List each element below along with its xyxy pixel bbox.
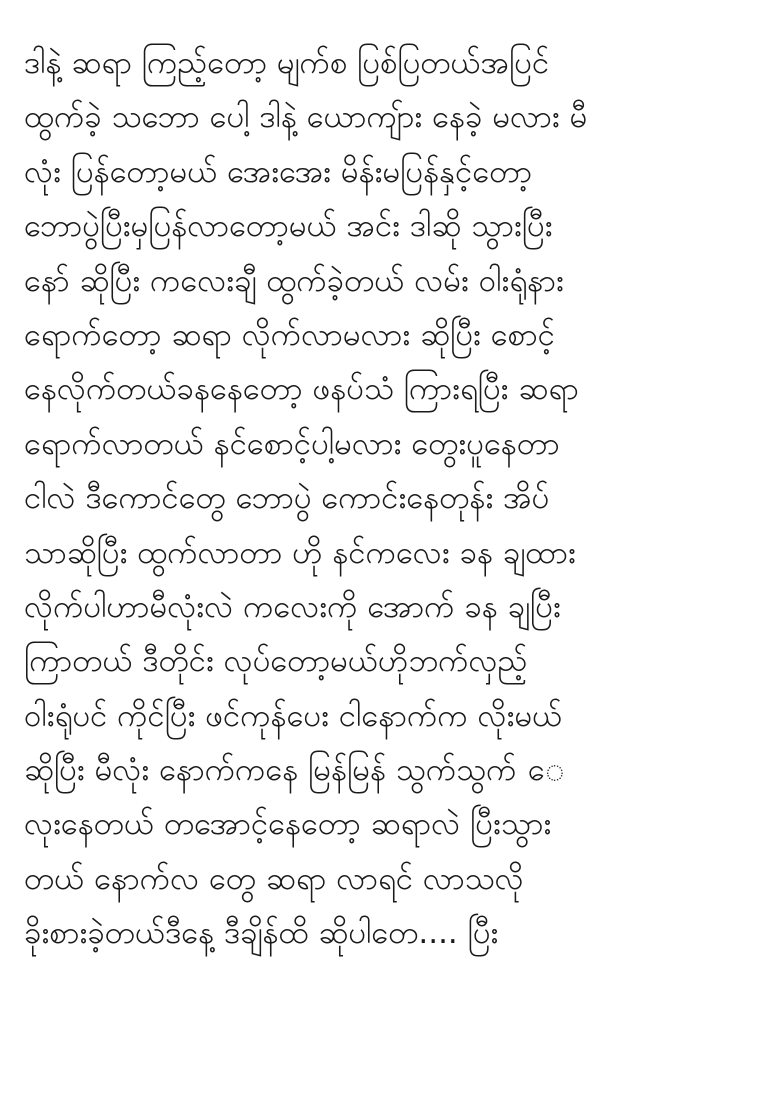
story-text-body [24,36,750,961]
text-line: ငါလဲ ဒီကောင်တွေ ဘောပွဲ ကောင်းနေတုန်း အိပ် [24,480,550,517]
text-line: လုးနေတယ် တအောင့်နေတော့ ဆရာလဲ ပြီးသွား [24,806,552,843]
text-line: နေလိုက်တယ်ခနနေတော့ ဖနပ်သံ ကြားရပြီး ဆရာ [24,371,579,408]
text-line: ကြာတယ် ဒီတိုင်း လုပ်တော့မယ်ဟိုဘက်လှည့် [24,643,528,680]
text-line: ရောက်လာတယ် နင်စောင့်ပါ့မလား တွေးပူနေတာ [24,425,560,462]
text-line: ခိုးစားခဲ့တယ်ဒီနေ့ ဒီချိန်ထိ ဆိုပါတေ.... ပြီး [24,915,499,952]
text-line: ဆိုပြီး မီလုံး နောက်ကနေ မြန်မြန် သွက်သွက် ေ [24,752,565,789]
text-line: တယ် နောက်လ တွေ ဆရာ လာရင် လာသလို [24,860,524,897]
text-line: လိုက်ပါဟာမီလုံးလဲ ကလေးကို အောက် ခန ချပြီး [24,588,561,625]
text-line: ထွက်ခဲ့ သဘော ပေါ့ ဒါနဲ့ ယောကျ်ား နေခဲ့ မလား မီ [24,99,588,136]
text-line: လုံး ပြန်တော့မယ် အေးအေး မိန်းမပြန်နှင့်တော့ [24,153,533,190]
text-line: ဝါးရုံပင် ကိုင်ပြီး ဖင်ကုန်ပေး ငါနောက်က လိုးမယ် [24,697,563,734]
text-line: ဘောပွဲပြီးမှပြန်လာတော့မယ် အင်း ဒါဆို သွားပြီး [24,208,553,245]
text-line: နော် ဆိုပြီး ကလေးချီ ထွက်ခဲ့တယ် လမ်း ဝါးရုံနား [24,262,564,299]
text-line: ဒါနဲ့ ဆရာ ကြည့်တော့ မျက်စ ပြစ်ပြတယ်အပြင် [24,45,550,81]
text-line: ရောက်တော့ ဆရာ လိုက်လာမလား ဆိုပြီး စောင့် [24,316,555,353]
text-line: သာဆိုပြီး ထွက်လာတာ ဟို နင်ကလေး ခန ချထား [24,534,576,571]
